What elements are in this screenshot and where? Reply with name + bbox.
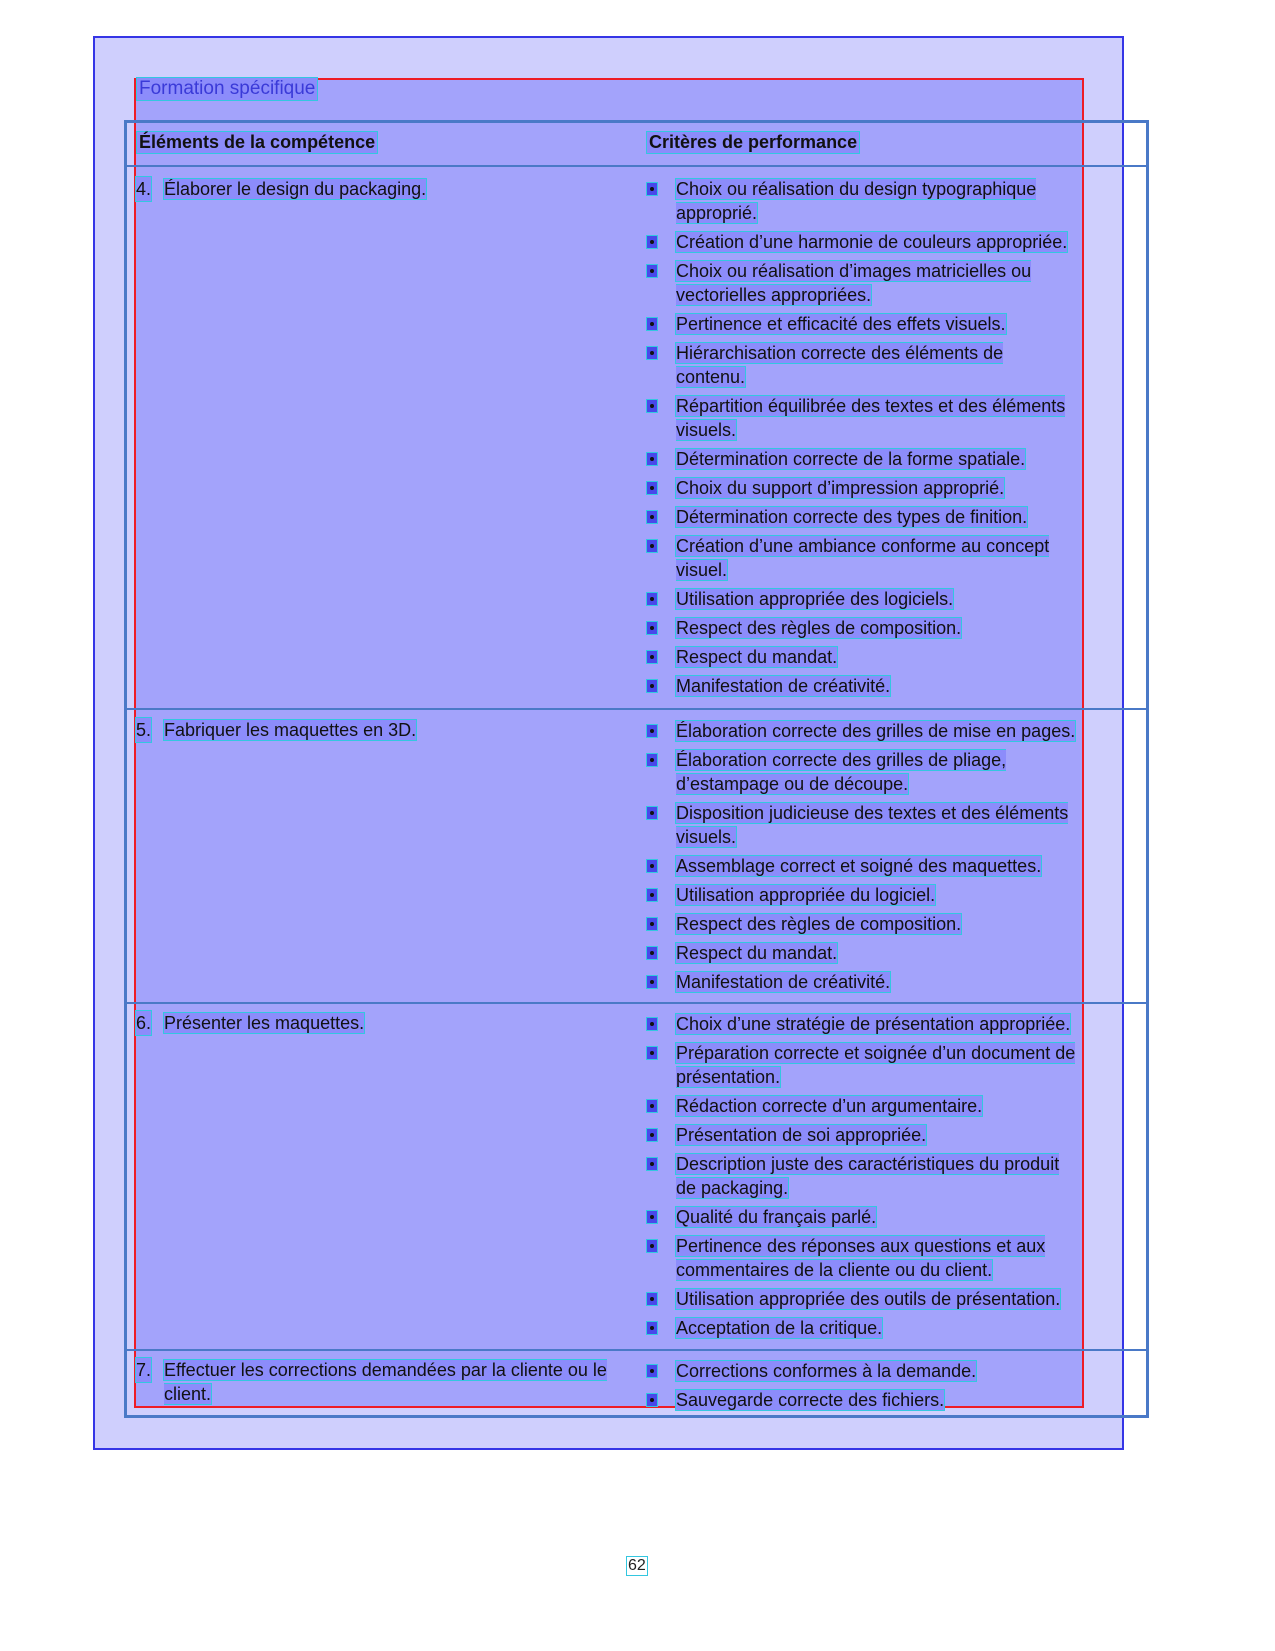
criterion-text: Préparation correcte et soignée d’un document de présentation. [676,1043,1076,1087]
criterion-text: Respect des règles de composition. [676,914,962,934]
criterion-text: Utilisation appropriée des outils de présentation. [676,1289,1061,1309]
section-title: Formation spécifique [136,77,318,101]
row-divider [124,1349,1149,1351]
bullet-icon [646,452,658,466]
criterion-item [646,912,1136,936]
element-number: 6. [136,1013,152,1033]
criterion-text: Création d’une ambiance conforme au concept visuel. [676,536,1050,580]
criterion-item [646,719,1136,743]
element-number: 7. [136,1360,152,1380]
criteria-list [646,1012,1136,1345]
criterion-text: Manifestation de créativité. [676,676,891,696]
bullet-icon [646,621,658,635]
criterion-item [646,587,1136,611]
criterion-text: Hiérarchisation correcte des éléments de contenu. [676,343,1004,387]
bullet-icon [646,399,658,413]
criterion-text: Pertinence et efficacité des effets visuels. [676,314,1006,334]
bullet-icon [646,235,658,249]
criterion-text: Utilisation appropriée des logiciels. [676,589,954,609]
criterion-item [646,970,1136,994]
criterion-item [646,941,1136,965]
criterion-item [646,883,1136,907]
criterion-text: Élaboration correcte des grilles de mise en pages. [676,721,1076,741]
criterion-text: Rédaction correcte d’un argumentaire. [676,1096,983,1116]
element-6 [136,1011,646,1035]
criterion-text: Disposition judicieuse des textes et des éléments visuels. [676,803,1069,847]
bullet-icon [646,1157,658,1171]
criterion-text: Sauvegarde correcte des fichiers. [676,1390,945,1410]
bullet-icon [646,859,658,873]
bullet-icon [646,753,658,767]
element-text: Fabriquer les maquettes en 3D. [164,720,417,740]
criterion-item [646,505,1136,529]
criterion-item [646,1287,1136,1311]
element-7 [136,1358,646,1406]
criterion-item [646,230,1136,254]
criteria-list [646,719,1136,999]
criterion-text: Choix ou réalisation du design typographique approprié. [676,179,1037,223]
criterion-item [646,1012,1136,1036]
criterion-item [646,1316,1136,1340]
bullet-icon [646,264,658,278]
bullet-icon [646,888,658,902]
bullet-icon [646,679,658,693]
criterion-item [646,1041,1136,1089]
element-text: Présenter les maquettes. [164,1013,365,1033]
bullet-icon [646,481,658,495]
criterion-item [646,1388,1136,1412]
criterion-item [646,748,1136,796]
criterion-text: Présentation de soi appropriée. [676,1125,927,1145]
criterion-text: Création d’une harmonie de couleurs appropriée. [676,232,1068,252]
criterion-item [646,177,1136,225]
criterion-item [646,1152,1136,1200]
bullet-icon [646,510,658,524]
criterion-item [646,447,1136,471]
bullet-icon [646,917,658,931]
criterion-text: Choix ou réalisation d’images matricielles ou vectorielles appropriées. [676,261,1032,305]
bullet-icon [646,1017,658,1031]
criterion-text: Détermination correcte de la forme spatiale. [676,449,1026,469]
criterion-text: Manifestation de créativité. [676,972,891,992]
bullet-icon [646,592,658,606]
criterion-text: Qualité du français parlé. [676,1207,877,1227]
bullet-icon [646,946,658,960]
criterion-text: Répartition équilibrée des textes et des éléments visuels. [676,396,1066,440]
criterion-text: Choix d’une stratégie de présentation appropriée. [676,1014,1071,1034]
criterion-text: Assemblage correct et soigné des maquettes. [676,856,1042,876]
criterion-text: Détermination correcte des types de finition. [676,507,1028,527]
header-criteria: Critères de performance [646,131,860,154]
element-number: 5. [136,720,152,740]
criterion-item [646,1234,1136,1282]
bullet-icon [646,346,658,360]
bullet-icon [646,1292,658,1306]
bullet-icon [646,1046,658,1060]
bullet-icon [646,724,658,738]
criterion-item [646,476,1136,500]
criteria-list [646,177,1136,703]
header-divider [124,165,1149,167]
criterion-item [646,616,1136,640]
bullet-icon [646,1393,658,1407]
criterion-item [646,312,1136,336]
bullet-icon [646,1128,658,1142]
bullet-icon [646,1364,658,1378]
criterion-item [646,801,1136,849]
criterion-item [646,1359,1136,1383]
criteria-list [646,1359,1136,1417]
criterion-text: Respect du mandat. [676,647,838,667]
criterion-item [646,259,1136,307]
bullet-icon [646,1210,658,1224]
criterion-text: Pertinence des réponses aux questions et aux commentaires de la cliente ou du client. [676,1236,1046,1280]
bullet-icon [646,1321,658,1335]
bullet-icon [646,1099,658,1113]
element-number: 4. [136,179,152,199]
element-5 [136,718,646,742]
criterion-text: Choix du support d’impression approprié. [676,478,1005,498]
bullet-icon [646,182,658,196]
criterion-item [646,1123,1136,1147]
criterion-text: Élaboration correcte des grilles de pliage, d’estampage ou de découpe. [676,750,1007,794]
criterion-item [646,854,1136,878]
element-text: Élaborer le design du packaging. [164,179,427,199]
criterion-text: Respect du mandat. [676,943,838,963]
criterion-text: Utilisation appropriée du logiciel. [676,885,936,905]
header-elements: Éléments de la compétence [136,131,378,154]
bullet-icon [646,317,658,331]
criterion-item [646,645,1136,669]
bullet-icon [646,650,658,664]
bullet-icon [646,975,658,989]
row-divider [124,1002,1149,1004]
criterion-item [646,1094,1136,1118]
element-text: Effectuer les corrections demandées par la cliente ou le client. [164,1360,607,1404]
criterion-item [646,674,1136,698]
criterion-text: Description juste des caractéristiques du produit de packaging. [676,1154,1060,1198]
row-divider [124,708,1149,710]
criterion-item [646,1205,1136,1229]
element-4 [136,177,646,201]
criterion-text: Acceptation de la critique. [676,1318,883,1338]
page-number: 62 [628,1557,646,1574]
bullet-icon [646,806,658,820]
criterion-text: Respect des règles de composition. [676,618,962,638]
criterion-item [646,394,1136,442]
criterion-item [646,534,1136,582]
criterion-text: Corrections conformes à la demande. [676,1361,977,1381]
bullet-icon [646,539,658,553]
criterion-item [646,341,1136,389]
bullet-icon [646,1239,658,1253]
